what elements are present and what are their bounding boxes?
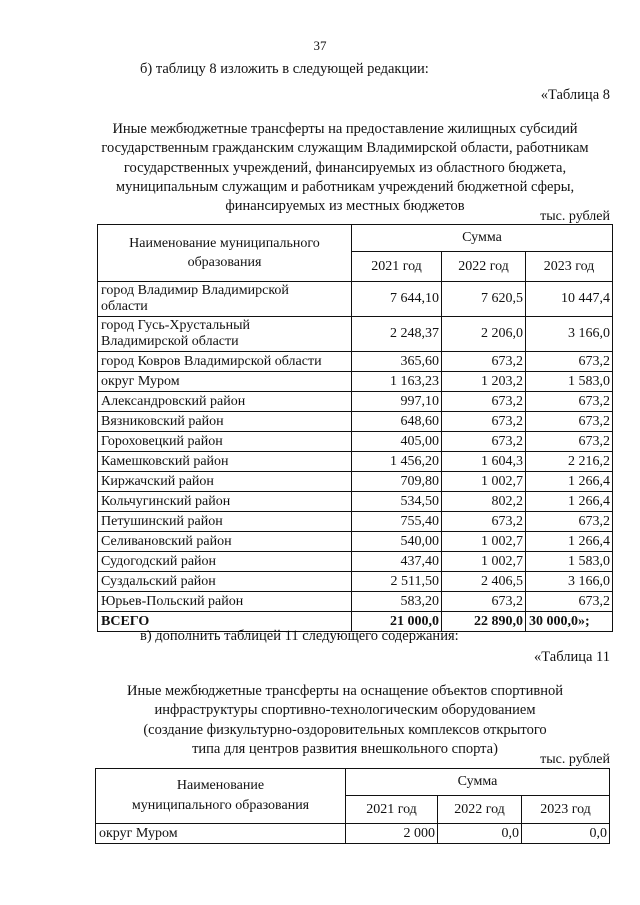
municipality-name: Кольчугинский район [98, 492, 352, 512]
table-row [98, 282, 613, 317]
municipality-name: Гороховецкий район [98, 432, 352, 452]
value-2022: 673,2 [442, 412, 526, 432]
value-2021: 534,50 [352, 492, 442, 512]
table-row [98, 592, 613, 612]
table-8-header-year: 2022 год [442, 252, 526, 282]
value-2022: 2 206,0 [442, 317, 526, 352]
value-2022: 802,2 [442, 492, 526, 512]
table-8-header-name: Наименование муниципального образования [98, 225, 352, 282]
value-2022: 673,2 [442, 592, 526, 612]
value-2021: 709,80 [352, 472, 442, 492]
value-2021: 2 248,37 [352, 317, 442, 352]
total-2021: 21 000,0 [352, 612, 442, 632]
value-2021: 437,40 [352, 552, 442, 572]
municipality-name: Судогодский район [98, 552, 352, 572]
table-row [98, 492, 613, 512]
table-11-header-year: 2022 год [438, 796, 522, 824]
value-2021: 648,60 [352, 412, 442, 432]
table-8-units: тыс. рублей [540, 209, 610, 224]
table-row [98, 372, 613, 392]
table-11-header-year: 2023 год [522, 796, 610, 824]
value-2022: 1 203,2 [442, 372, 526, 392]
value-2023: 0,0 [522, 824, 610, 844]
table-row [98, 532, 613, 552]
value-2022: 673,2 [442, 432, 526, 452]
table-row [98, 352, 613, 372]
value-2022: 673,2 [442, 392, 526, 412]
table-row [96, 824, 610, 844]
value-2021: 405,00 [352, 432, 442, 452]
value-2021: 1 163,23 [352, 372, 442, 392]
table-11 [95, 768, 610, 844]
value-2022: 1 002,7 [442, 472, 526, 492]
table-11-title-line: Иные межбюджетные трансферты на оснащение объектов спортивной [126, 683, 564, 699]
value-2023: 3 166,0 [526, 317, 613, 352]
intro-paragraph-v: в) дополнить таблицей 11 следующего содержания: [140, 628, 459, 644]
value-2022: 1 604,3 [442, 452, 526, 472]
intro-paragraph-b: б) таблицу 8 изложить в следующей редакции: [140, 61, 429, 77]
page-number: 37 [313, 38, 327, 53]
value-2023: 673,2 [526, 432, 613, 452]
table-11-title [80, 682, 610, 759]
table-8-title-line: государственным гражданским служащим Владимирской области, работникам [101, 140, 589, 157]
value-2022: 0,0 [438, 824, 522, 844]
table-row [98, 572, 613, 592]
table-row [98, 432, 613, 452]
total-2023: 30 000,0»; [526, 612, 613, 632]
table-8-header-year: 2021 год [352, 252, 442, 282]
value-2022: 2 406,5 [442, 572, 526, 592]
municipality-name: Вязниковский район [98, 412, 352, 432]
municipality-name: город Гусь-Хрустальный Владимирской области [98, 317, 352, 352]
table-8-title [80, 120, 610, 216]
value-2022: 7 620,5 [442, 282, 526, 317]
table-11-units: тыс. рублей [540, 752, 610, 767]
value-2021: 2 511,50 [352, 572, 442, 592]
value-2023: 1 266,4 [526, 492, 613, 512]
table-11-title-line: типа для центров развития внешкольного спорта) [192, 740, 498, 757]
municipality-name: Юрьев-Польский район [98, 592, 352, 612]
table-8-title-line: муниципальным служащим и работникам учреждений бюджетной сферы, [115, 178, 575, 195]
table-11-header-year: 2021 год [346, 796, 438, 824]
table-11-tag: «Таблица 11 [534, 649, 610, 665]
table-8-header-year: 2023 год [526, 252, 613, 282]
table-row [98, 392, 613, 412]
municipality-name: Камешковский район [98, 452, 352, 472]
value-2023: 1 266,4 [526, 472, 613, 492]
municipality-name: Селивановский район [98, 532, 352, 552]
value-2021: 755,40 [352, 512, 442, 532]
table-11-header-sum: Сумма [346, 769, 610, 796]
value-2022: 673,2 [442, 352, 526, 372]
table-row [98, 512, 613, 532]
value-2021: 540,00 [352, 532, 442, 552]
table-8-title-line: финансируемых из местных бюджетов [225, 198, 465, 215]
municipality-name: Петушинский район [98, 512, 352, 532]
value-2021: 2 000 [346, 824, 438, 844]
table-row [98, 472, 613, 492]
municipality-name: Киржачский район [98, 472, 352, 492]
municipality-name: Александровский район [98, 392, 352, 412]
total-label: ВСЕГО [98, 612, 352, 632]
municipality-name: округ Муром [96, 824, 346, 844]
table-8-title-line: Иные межбюджетные трансферты на предоставление жилищных субсидий [112, 121, 578, 137]
table-8-title-line: государственных учреждений, финансируемых из областного бюджета, [123, 159, 567, 176]
total-2022: 22 890,0 [442, 612, 526, 632]
table-row [98, 317, 613, 352]
value-2023: 673,2 [526, 412, 613, 432]
value-2023: 3 166,0 [526, 572, 613, 592]
value-2023: 10 447,4 [526, 282, 613, 317]
value-2022: 1 002,7 [442, 532, 526, 552]
value-2021: 997,10 [352, 392, 442, 412]
value-2023: 673,2 [526, 512, 613, 532]
municipality-name: Суздальский район [98, 572, 352, 592]
value-2023: 673,2 [526, 392, 613, 412]
value-2021: 583,20 [352, 592, 442, 612]
value-2022: 673,2 [442, 512, 526, 532]
value-2023: 1 583,0 [526, 552, 613, 572]
table-11-title-line: (создание физкультурно-оздоровительных комплексов открытого [143, 721, 547, 738]
table-8-header-sum: Сумма [352, 225, 613, 252]
table-row [98, 412, 613, 432]
value-2023: 1 266,4 [526, 532, 613, 552]
value-2021: 365,60 [352, 352, 442, 372]
value-2021: 7 644,10 [352, 282, 442, 317]
value-2023: 673,2 [526, 352, 613, 372]
table-row [98, 552, 613, 572]
table-11-header-name: Наименование муниципального образования [96, 769, 346, 824]
table-8-tag: «Таблица 8 [540, 87, 610, 103]
table-8 [97, 224, 613, 632]
municipality-name: город Владимир Владимирской области [98, 282, 352, 317]
table-11-title-line: инфраструктуры спортивно-технологическим оборудованием [154, 702, 536, 719]
value-2023: 1 583,0 [526, 372, 613, 392]
municipality-name: округ Муром [98, 372, 352, 392]
table-row [98, 452, 613, 472]
value-2022: 1 002,7 [442, 552, 526, 572]
value-2023: 2 216,2 [526, 452, 613, 472]
value-2023: 673,2 [526, 592, 613, 612]
municipality-name: город Ковров Владимирской области [98, 352, 352, 372]
value-2021: 1 456,20 [352, 452, 442, 472]
